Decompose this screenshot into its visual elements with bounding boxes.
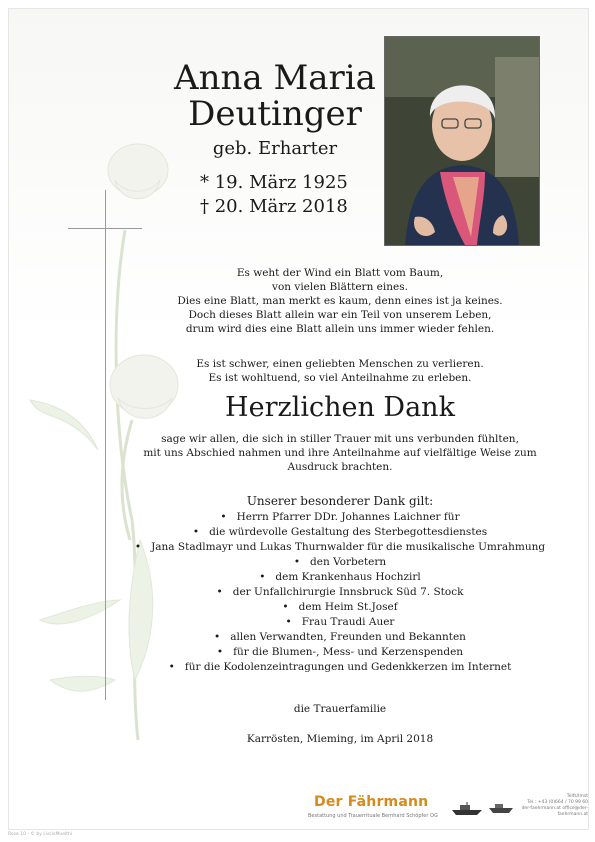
list-item: • allen Verwandten, Freunden und Bekannten — [110, 630, 570, 645]
birth-date: * 19. März 1925 — [200, 172, 348, 193]
cross-horizontal — [68, 228, 142, 229]
poem — [110, 266, 570, 336]
list-item: • den Vorbetern — [110, 555, 570, 570]
thanks-line: sage wir allen, die sich in stiller Trauer mit uns verbunden fühlten, — [161, 433, 519, 445]
boat-icon — [450, 802, 484, 816]
special-thanks-heading: Unserer besonderer Dank gilt: — [246, 494, 434, 508]
quote — [110, 357, 570, 385]
list-item: • Jana Stadlmayr und Lukas Thurnwalder für die musikalische Umrahmung — [110, 540, 570, 555]
list-item: • für die Blumen-, Mess- und Kerzenspenden — [110, 645, 570, 660]
signature: die Trauerfamilie — [293, 703, 387, 715]
list-item: • der Unfallchirurgie Innsbruck Süd 7. Stock — [110, 585, 570, 600]
death-date: † 20. März 2018 — [200, 196, 348, 217]
quote-line: Es ist schwer, einen geliebten Menschen zu verlieren. — [196, 358, 484, 370]
contact-line: Tel.: +43 (0)664 / 70 99 60 — [527, 800, 588, 805]
contact-info — [518, 794, 588, 818]
first-name: Anna Maria — [174, 58, 376, 98]
list-item: • die würdevolle Gestaltung des Sterbegottesdienstes — [110, 525, 570, 540]
list-item: • für die Kodolenzeintragungen und Gedenkkerzen im Internet — [110, 660, 570, 675]
thanks-line: mit uns Abschied nahmen und ihre Anteilnahme auf vielfältige Weise zum — [143, 447, 537, 459]
portrait-illustration — [385, 37, 539, 245]
quote-line: Es ist wohltuend, so viel Anteilnahme zu erleben. — [208, 372, 472, 384]
brand-logo-text: Der Fährmann — [314, 794, 429, 810]
poem-line: von vielen Blättern eines. — [272, 281, 408, 293]
poem-line: Doch dieses Blatt allein war ein Teil von unserem Leben, — [188, 309, 492, 321]
list-item: • dem Krankenhaus Hochzirl — [110, 570, 570, 585]
special-thanks-list — [110, 510, 570, 675]
contact-line: Telfs/Imst — [566, 794, 588, 799]
deceased-name — [150, 60, 400, 132]
place-date: Karrösten, Mieming, im April 2018 — [246, 733, 434, 745]
cross-vertical — [105, 190, 106, 700]
list-item: • Herrn Pfarrer DDr. Johannes Laichner für — [110, 510, 570, 525]
list-item: • dem Heim St.Josef — [110, 600, 570, 615]
contact-line: der-faehrmann.at office@der-faehrmann.at — [521, 806, 588, 817]
thanks-line: Ausdruck brachten. — [287, 461, 393, 473]
poem-line: Dies eine Blatt, man merkt es kaum, denn eines ist ja keines. — [177, 295, 503, 307]
birth-name: geb. Erharter — [212, 138, 338, 159]
boat-icon — [488, 802, 514, 814]
portrait-photo — [384, 36, 540, 246]
thanks-text — [110, 432, 570, 474]
last-name: Deutinger — [188, 94, 362, 134]
poem-line: drum wird dies eine Blatt allein uns immer wieder fehlen. — [185, 323, 495, 335]
list-item: • Frau Traudi Auer — [110, 615, 570, 630]
footer — [300, 788, 590, 823]
image-credit: Rose 10 - © by LiscisMuelthi — [8, 832, 73, 837]
thanks-title: Herzlichen Dank — [225, 392, 455, 423]
brand-subtitle: Bestattung und Trauerrituale Bernhard Schöpfer OG — [308, 813, 438, 819]
poem-line: Es weht der Wind ein Blatt vom Baum, — [236, 267, 444, 279]
